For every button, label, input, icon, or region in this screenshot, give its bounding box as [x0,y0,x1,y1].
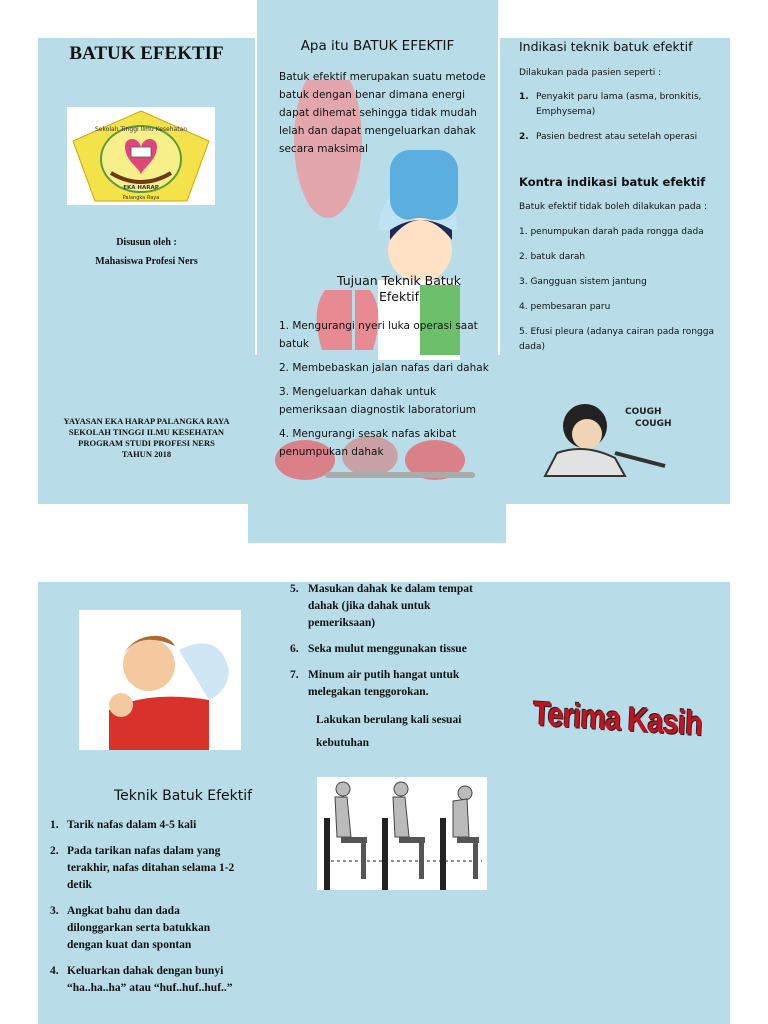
institution-line: SEKOLAH TINGGI ILMU KESEHATAN [68,427,225,437]
coughing-child-illustration [535,398,685,478]
goal-item: 4. Mengurangi sesak nafas akibat penumpukan dahak [279,428,457,458]
school-logo [67,107,215,205]
list-item: 6. Seka mulut menggunakan tissue [290,641,490,658]
logo-text-bottom: Palangka Raya [122,195,160,201]
definition-text: Batuk efektif merupakan suatu metode batuk dengan benar dimana energi dapat dihemat sehingga tidak mudah lelah dan dapat mengeluarkan dahak secara maksimal [279,71,486,155]
step-text: Masukan dahak ke dalam tempat dahak (jika dahak untuk pemeriksaan) [308,583,473,629]
contra-item: 2. batuk darah [519,252,586,262]
brochure-title: BATUK EFEKTIF [69,43,224,64]
indication-text: Penyakit paru lama (asma, bronkitis, Emphysema) [536,92,702,117]
goals-list [279,317,491,461]
contra-intro: Batuk efektif tidak boleh dilakukan pada : [519,202,708,212]
cough-steps-illustration [317,777,487,890]
logo-text-top: Sekolah Tinggi Ilmu Kesehatan [94,126,188,133]
list-item: 2. Pada tarikan nafas dalam yang terakhir, nafas ditahan selama 1-2 detik [50,843,248,894]
goal-item: 2. Membebaskan jalan nafas dari dahak [279,362,489,374]
contra-item: 3. Gangguan sistem jantung [519,277,647,287]
list-item: 7. Minum air putih hangat untuk melegakan tenggorokan. [290,667,490,701]
institution-line: TAHUN 2018 [121,449,172,459]
step-text: Minum air putih hangat untuk melegakan tenggorokan. [308,669,460,698]
technique-heading: Teknik Batuk Efektif [113,788,253,804]
list-item: 1. Penyakit paru lama (asma, bronkitis, Emphysema) [519,90,724,120]
contra-item: 4. pembesaran paru [519,302,611,312]
institution-line: PROGRAM STUDI PROFESI NERS [78,438,215,448]
goal-item: 1. Mengurangi nyeri luka operasi saat batuk [279,320,478,350]
list-item: 2. Pasien bedrest atau setelah operasi [519,130,724,145]
step-text: Tarik nafas dalam 4-5 kali [67,819,197,831]
cough-text: COUGH [625,407,662,417]
list-item: 5. Masukan dahak ke dalam tempat dahak (jika dahak untuk pemeriksaan) [290,581,490,632]
goals-heading: Tujuan Teknik Batuk Efektif [337,273,461,304]
contra-list [519,225,724,355]
cough-text: COUGH [635,419,672,429]
contra-item: 1. penumpukan darah pada rongga dada [519,227,704,237]
prepared-by: Mahasiswa Profesi Ners [95,256,198,267]
left-panel [38,38,255,504]
thank-you-text: Terima Kasih [532,694,703,744]
indications-intro: Dilakukan pada pasien seperti : [519,68,662,78]
step-text: Keluarkan dahak dengan bunyi “ha..ha..ha” atau “huf..huf..huf..” [67,965,233,994]
logo-text-mid: EKA HARAP [123,185,159,191]
technique-steps-left [50,817,248,997]
right-panel [500,38,730,504]
institution-line: YAYASAN EKA HARAP PALANGKA RAYA [63,416,230,426]
list-item: 3. Angkat bahu dan dada dilonggarkan serta batukkan dengan kuat dan spontan [50,903,248,954]
step-text: Angkat bahu dan dada dilonggarkan serta batukkan dengan kuat dan spontan [67,905,211,951]
contra-heading: Kontra indikasi batuk efektif [519,175,706,189]
contra-item: 5. Efusi pleura (adanya cairan pada rongga dada) [519,327,714,352]
goal-item: 3. Mengeluarkan dahak untuk pemeriksaan diagnostik laboratorium [279,386,476,416]
list-item: 1. Tarik nafas dalam 4-5 kali [50,817,248,834]
indications-list [519,90,724,145]
repeat-note: Lakukan berulang kali sesuai kebutuhan [316,714,462,749]
indications-heading: Indikasi teknik batuk efektif [519,39,693,54]
step-text: Seka mulut menggunakan tissue [308,643,467,655]
technique-steps-middle [290,581,490,701]
definition-heading: Apa itu BATUK EFEKTIF [300,38,455,54]
list-item: 4. Keluarkan dahak dengan bunyi “ha..ha..ha” atau “huf..huf..huf..” [50,963,248,997]
step-text: Pada tarikan nafas dalam yang terakhir, nafas ditahan selama 1-2 detik [67,845,235,891]
prepared-label: Disusun oleh : [116,237,177,248]
institution-block [38,416,255,460]
coughing-man-illustration [79,610,241,750]
indication-text: Pasien bedrest atau setelah operasi [536,132,698,142]
